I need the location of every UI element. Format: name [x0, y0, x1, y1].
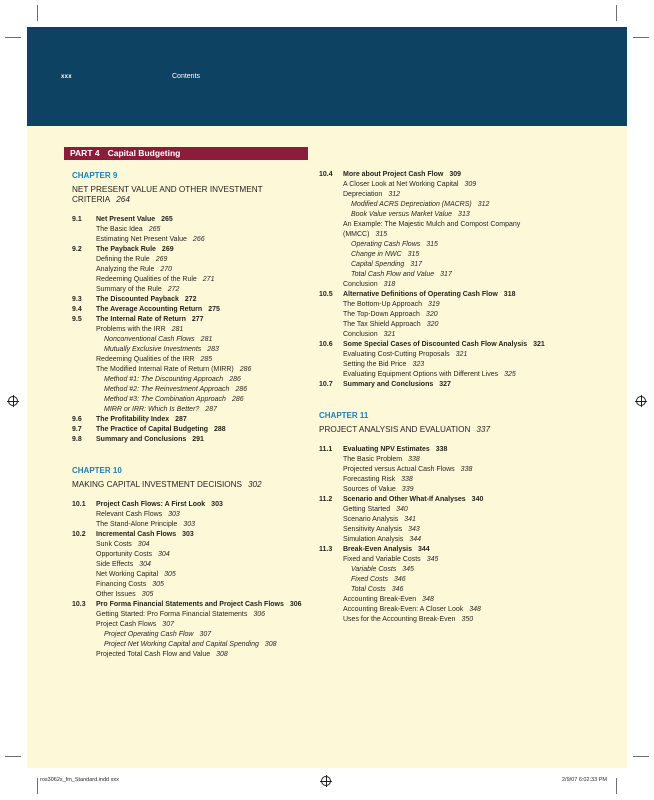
subsubsection-entry	[319, 200, 557, 210]
subsection-entry	[72, 580, 304, 590]
section-number: 10.4	[319, 171, 333, 178]
subsubsection-entry	[319, 240, 557, 250]
entry-title: Fixed Costs	[351, 576, 388, 583]
page-number: 304	[139, 561, 151, 568]
page-number: 346	[391, 586, 404, 593]
entry-title: The Basic Idea	[96, 226, 143, 233]
entry-title: Mutually Exclusive Investments	[104, 346, 202, 353]
entry-title: Method #1: The Discounting Approach	[104, 376, 224, 383]
entry-title: Method #2: The Reinvestment Approach	[104, 386, 230, 393]
page-number: 303	[211, 501, 223, 508]
entry-title: Capital Spending	[351, 261, 405, 268]
section-entry	[72, 500, 304, 510]
entry-title: Depreciation	[343, 191, 383, 198]
page-number: 264	[116, 195, 130, 204]
entry-title: Net Present Value	[96, 216, 156, 223]
subsection-entry	[319, 615, 557, 625]
chapter-label: CHAPTER 11	[319, 411, 369, 420]
page-number: 320	[426, 321, 439, 328]
crop-mark	[633, 756, 649, 757]
page-number: 305	[152, 581, 164, 588]
subsection-entry	[319, 190, 557, 200]
entry-title: The Discounted Payback	[96, 296, 179, 303]
entry-title: The Tax Shield Approach	[343, 321, 421, 328]
subsection-entry	[72, 255, 304, 265]
page-number: 275	[208, 306, 220, 313]
section-entry	[72, 315, 304, 325]
subsection-entry	[319, 605, 557, 615]
subsection-entry	[72, 510, 304, 520]
page-number: 340	[471, 496, 484, 503]
subsection-entry	[319, 505, 557, 515]
crop-mark	[37, 5, 38, 21]
subsubsection-entry	[72, 395, 304, 405]
entry-title: Uses for the Accounting Break-Even	[343, 616, 456, 623]
page-number: 271	[202, 276, 215, 283]
crop-mark	[5, 756, 21, 757]
slug-timestamp: 2/9/07 6:02:33 PM	[562, 777, 607, 783]
entry-title: Project Cash Flows	[96, 621, 157, 628]
entry-title: Pro Forma Financial Statements and Project Cash Flows	[96, 601, 284, 608]
entry-title: The Profitability Index	[96, 416, 170, 423]
section-number: 9.5	[72, 316, 82, 323]
subsection-entry	[319, 350, 557, 360]
page-number: 315	[375, 231, 388, 238]
entry-title: Redeeming Qualities of the Rule	[96, 276, 197, 283]
entry-title: Alternative Definitions of Operating Cash Flow	[343, 291, 498, 298]
subsection-entry	[72, 540, 304, 550]
part-title: Capital Budgeting	[107, 148, 181, 158]
page-number: 308	[216, 651, 228, 658]
chapter-title	[72, 185, 304, 205]
entry-title: Summary and Conclusions	[343, 381, 434, 388]
page-number: 303	[183, 521, 196, 528]
subsection-entry	[319, 555, 557, 565]
section-number: 9.4	[72, 306, 82, 313]
page-number: 286	[239, 366, 252, 373]
entry-title: Change in NWC	[351, 251, 402, 258]
page-number: 283	[207, 346, 219, 353]
chapter-title	[319, 425, 557, 435]
page-number: 291	[192, 436, 204, 443]
subsection-entry	[319, 370, 557, 380]
entry-title: Accounting Break-Even: A Closer Look	[343, 606, 464, 613]
section-entry	[72, 305, 304, 315]
section-number: 9.1	[72, 216, 82, 223]
page-number: 287	[175, 416, 187, 423]
page-number: 277	[191, 316, 204, 323]
section-entry	[72, 600, 304, 610]
page-number: 265	[148, 226, 161, 233]
entry-title: The Practice of Capital Budgeting	[96, 426, 209, 433]
entry-title: Redeeming Qualities of the IRR	[96, 356, 195, 363]
page-number: 286	[231, 396, 244, 403]
crop-mark	[5, 37, 21, 38]
crop-mark	[37, 778, 38, 794]
subsubsection-entry	[72, 345, 304, 355]
entry-title: Evaluating NPV Estimates	[343, 446, 430, 453]
subsection-entry	[72, 650, 304, 660]
section-entry	[72, 215, 304, 225]
page-number: 307	[199, 631, 212, 638]
registration-mark-icon	[321, 776, 331, 786]
page-number: 287	[205, 406, 217, 413]
entry-title: The Modified Internal Rate of Return (MIRR)	[96, 366, 234, 373]
entry-title: The Top-Down Approach	[343, 311, 420, 318]
section-entry	[319, 170, 557, 180]
entry-title: An Example: The Majestic Mulch and Compost Company (MMCC)	[343, 221, 521, 238]
page-number: 315	[407, 251, 420, 258]
entry-title: Net Working Capital	[96, 571, 159, 578]
chapter-spacer	[319, 390, 557, 410]
entry-title: Getting Started: Pro Forma Financial Statements	[96, 611, 248, 618]
entry-title: More about Project Cash Flow	[343, 171, 444, 178]
chapter-title-text: NET PRESENT VALUE AND OTHER INVESTMENT CRITERIA	[72, 185, 263, 204]
crop-mark	[616, 778, 617, 794]
page-number: 319	[428, 301, 440, 308]
section-number: 10.7	[319, 381, 333, 388]
subsection-entry	[72, 610, 304, 620]
section-number: 11.3	[319, 546, 333, 553]
subsubsection-entry	[72, 385, 304, 395]
entry-title: Sources of Value	[343, 486, 396, 493]
entry-title: Scenario and Other What-If Analyses	[343, 496, 466, 503]
subsection-entry	[72, 560, 304, 570]
entry-title: Total Cash Flow and Value	[351, 271, 435, 278]
subsection-entry	[319, 220, 557, 240]
entry-title: Project Net Working Capital and Capital Spending	[104, 641, 259, 648]
page-number: 315	[426, 241, 438, 248]
entry-title: Fixed and Variable Costs	[343, 556, 421, 563]
page-number: 266	[192, 236, 205, 243]
page-number: 345	[402, 566, 414, 573]
entry-title: Project Operating Cash Flow	[104, 631, 194, 638]
subsection-entry	[72, 275, 304, 285]
page-number: 306	[253, 611, 266, 618]
entry-title: The Average Accounting Return	[96, 306, 203, 313]
section-number: 10.1	[72, 501, 86, 508]
page-number: 265	[161, 216, 173, 223]
section-entry	[319, 445, 557, 455]
page-number: 338	[401, 476, 413, 483]
subsection-entry	[319, 360, 557, 370]
page-number: 269	[155, 256, 168, 263]
section-entry	[319, 290, 557, 300]
page-number: 281	[171, 326, 184, 333]
page-number: 340	[396, 506, 408, 513]
subsubsection-entry	[319, 575, 557, 585]
page-number: 272	[184, 296, 197, 303]
subsubsection-entry	[319, 250, 557, 260]
page-number: 317	[410, 261, 423, 268]
page-number: 308	[264, 641, 277, 648]
subsubsection-entry	[72, 375, 304, 385]
subsection-entry	[319, 525, 557, 535]
section-entry	[72, 295, 304, 305]
page-number: 270	[160, 266, 173, 273]
entry-title: MIRR or IRR: Which Is Better?	[104, 406, 200, 413]
section-number: 9.3	[72, 296, 82, 303]
page-number: 348	[422, 596, 434, 603]
subsection-entry	[72, 570, 304, 580]
page-number: 285	[200, 356, 213, 363]
chapter-spacer	[72, 445, 304, 465]
entry-title: Incremental Cash Flows	[96, 531, 177, 538]
section-number: 9.8	[72, 436, 82, 443]
subsection-entry	[72, 520, 304, 530]
page-number: 348	[469, 606, 481, 613]
entry-title: Break-Even Analysis	[343, 546, 412, 553]
page-number: 286	[229, 376, 241, 383]
entry-title: Modified ACRS Depreciation (MACRS)	[351, 201, 472, 208]
entry-title: Conclusion	[343, 331, 378, 338]
section-number: 9.7	[72, 426, 82, 433]
chapter-label: CHAPTER 10	[72, 466, 122, 475]
chapter-title-text: PROJECT ANALYSIS AND EVALUATION	[319, 425, 471, 434]
entry-title: Nonconventional Cash Flows	[104, 336, 195, 343]
entry-title: Method #3: The Combination Approach	[104, 396, 226, 403]
section-number: 11.1	[319, 446, 333, 453]
entry-title: The Internal Rate of Return	[96, 316, 186, 323]
page-number: 327	[439, 381, 451, 388]
page-number: 272	[167, 286, 180, 293]
entry-title: Financing Costs	[96, 581, 147, 588]
subsection-entry	[319, 485, 557, 495]
entry-title: Simulation Analysis	[343, 536, 404, 543]
section-entry	[319, 495, 557, 505]
page-number: 341	[404, 516, 416, 523]
entry-title: Summary and Conclusions	[96, 436, 187, 443]
subsection-entry	[72, 325, 304, 335]
entry-title: Problems with the IRR	[96, 326, 166, 333]
entry-title: Summary of the Rule	[96, 286, 162, 293]
page-number: 309	[464, 181, 477, 188]
entry-title: Relevant Cash Flows	[96, 511, 163, 518]
crop-mark	[616, 5, 617, 21]
entry-title: Defining the Rule	[96, 256, 150, 263]
subsection-entry	[72, 620, 304, 630]
entry-title: Project Cash Flows: A First Look	[96, 501, 206, 508]
subsection-entry	[319, 280, 557, 290]
section-entry	[72, 425, 304, 435]
section-number: 11.2	[319, 496, 333, 503]
section-entry	[319, 340, 557, 350]
section-number: 9.2	[72, 246, 82, 253]
subsection-entry	[319, 180, 557, 190]
page-number: 304	[137, 541, 150, 548]
chapter-title-text: MAKING CAPITAL INVESTMENT DECISIONS	[72, 480, 242, 489]
page-number: 320	[425, 311, 438, 318]
subsection-entry	[72, 365, 304, 375]
section-number: 10.2	[72, 531, 86, 538]
page-number: 325	[504, 371, 516, 378]
chapter-title	[72, 480, 304, 490]
entry-title: Sunk Costs	[96, 541, 132, 548]
toc-column-left	[72, 170, 304, 660]
subsection-entry	[319, 320, 557, 330]
entry-title: Accounting Break-Even	[343, 596, 417, 603]
page-header	[27, 27, 627, 126]
subsection-entry	[319, 515, 557, 525]
page-number: 321	[455, 351, 468, 358]
page-number: 346	[393, 576, 406, 583]
page-number: 321	[383, 331, 396, 338]
page-number: 323	[412, 361, 425, 368]
page-number: 338	[408, 456, 420, 463]
subsection-entry	[72, 590, 304, 600]
entry-title: Projected versus Actual Cash Flows	[343, 466, 455, 473]
page-number: 302	[248, 480, 262, 489]
section-entry	[72, 245, 304, 255]
subsection-entry	[319, 465, 557, 475]
subsubsection-entry	[319, 210, 557, 220]
crop-mark	[633, 37, 649, 38]
entry-title: The Bottom-Up Approach	[343, 301, 422, 308]
subsubsection-entry	[72, 640, 304, 650]
page-number: 313	[458, 211, 470, 218]
entry-title: Some Special Cases of Discounted Cash Flow Analysis	[343, 341, 528, 348]
page-number: 281	[200, 336, 213, 343]
page-number: 321	[533, 341, 545, 348]
page-number: 312	[388, 191, 400, 198]
subsection-entry	[72, 285, 304, 295]
section-number: 10.3	[72, 601, 86, 608]
subsubsection-entry	[319, 565, 557, 575]
entry-title: Getting Started	[343, 506, 391, 513]
entry-title: The Payback Rule	[96, 246, 156, 253]
page-number: 286	[235, 386, 248, 393]
page-number: 303	[182, 531, 194, 538]
page-number: 350	[461, 616, 474, 623]
registration-mark-icon	[8, 396, 18, 406]
entry-title: Scenario Analysis	[343, 516, 399, 523]
section-number: 10.5	[319, 291, 333, 298]
section-entry	[72, 435, 304, 445]
part-label: PART 4	[70, 148, 100, 158]
page-number: 304	[158, 551, 170, 558]
subsection-entry	[72, 225, 304, 235]
page-number: 305	[141, 591, 154, 598]
entry-title: Opportunity Costs	[96, 551, 153, 558]
page-number: 318	[503, 291, 516, 298]
page-number: 344	[418, 546, 430, 553]
section-entry	[319, 380, 557, 390]
section-entry	[72, 415, 304, 425]
entry-title: Evaluating Cost-Cutting Proposals	[343, 351, 450, 358]
running-head: Contents	[172, 73, 201, 80]
entry-title: Evaluating Equipment Options with Different Lives	[343, 371, 499, 378]
entry-title: Conclusion	[343, 281, 378, 288]
entry-title: Book Value versus Market Value	[351, 211, 453, 218]
subsubsection-entry	[319, 585, 557, 595]
page-number: 312	[477, 201, 490, 208]
entry-title: Operating Cash Flows	[351, 241, 421, 248]
entry-title: A Closer Look at Net Working Capital	[343, 181, 459, 188]
page-number: 343	[408, 526, 420, 533]
section-number: 10.6	[319, 341, 333, 348]
entry-title: Side Effects	[96, 561, 134, 568]
entry-title: Setting the Bid Price	[343, 361, 407, 368]
subsection-entry	[72, 235, 304, 245]
page-number: 309	[449, 171, 462, 178]
subsubsection-entry	[319, 260, 557, 270]
section-entry	[72, 530, 304, 540]
toc-column-right	[319, 170, 557, 625]
entry-title: The Stand-Alone Principle	[96, 521, 178, 528]
subsection-entry	[319, 455, 557, 465]
page-number: 338	[460, 466, 473, 473]
page-number: 338	[435, 446, 448, 453]
entry-title: Projected Total Cash Flow and Value	[96, 651, 211, 658]
section-number: 9.6	[72, 416, 82, 423]
subsection-entry	[319, 475, 557, 485]
page-number: 345	[426, 556, 439, 563]
entry-title: Total Costs	[351, 586, 386, 593]
subsubsection-entry	[72, 405, 304, 415]
subsection-entry	[72, 355, 304, 365]
page-number: 269	[161, 246, 174, 253]
page-number: 288	[214, 426, 226, 433]
page-number: 339	[401, 486, 414, 493]
subsection-entry	[319, 300, 557, 310]
page-number: xxx	[61, 74, 72, 80]
entry-title: Forecasting Risk	[343, 476, 396, 483]
part-banner	[64, 147, 308, 160]
subsection-entry	[72, 550, 304, 560]
page-number: 305	[164, 571, 176, 578]
subsubsection-entry	[72, 335, 304, 345]
page-number: 306	[289, 601, 302, 608]
page-number: 344	[409, 536, 421, 543]
entry-title: The Basic Problem	[343, 456, 403, 463]
subsubsection-entry	[319, 270, 557, 280]
entry-title: Estimating Net Present Value	[96, 236, 187, 243]
subsection-entry	[319, 310, 557, 320]
page-number: 307	[162, 621, 174, 628]
page-number: 303	[168, 511, 180, 518]
section-entry	[319, 545, 557, 555]
page-number: 318	[383, 281, 396, 288]
slug-filename: ros3062x_fm_Standard.indd xxx	[40, 777, 119, 783]
registration-mark-icon	[636, 396, 646, 406]
entry-title: Other Issues	[96, 591, 136, 598]
subsection-entry	[319, 535, 557, 545]
entry-title: Sensitivity Analysis	[343, 526, 403, 533]
subsection-entry	[319, 330, 557, 340]
page-number: 317	[440, 271, 452, 278]
subsubsection-entry	[72, 630, 304, 640]
entry-title: Variable Costs	[351, 566, 397, 573]
chapter-label: CHAPTER 9	[72, 171, 118, 180]
subsection-entry	[319, 595, 557, 605]
entry-title: Analyzing the Rule	[96, 266, 155, 273]
subsection-entry	[72, 265, 304, 275]
page-number: 337	[476, 425, 491, 434]
